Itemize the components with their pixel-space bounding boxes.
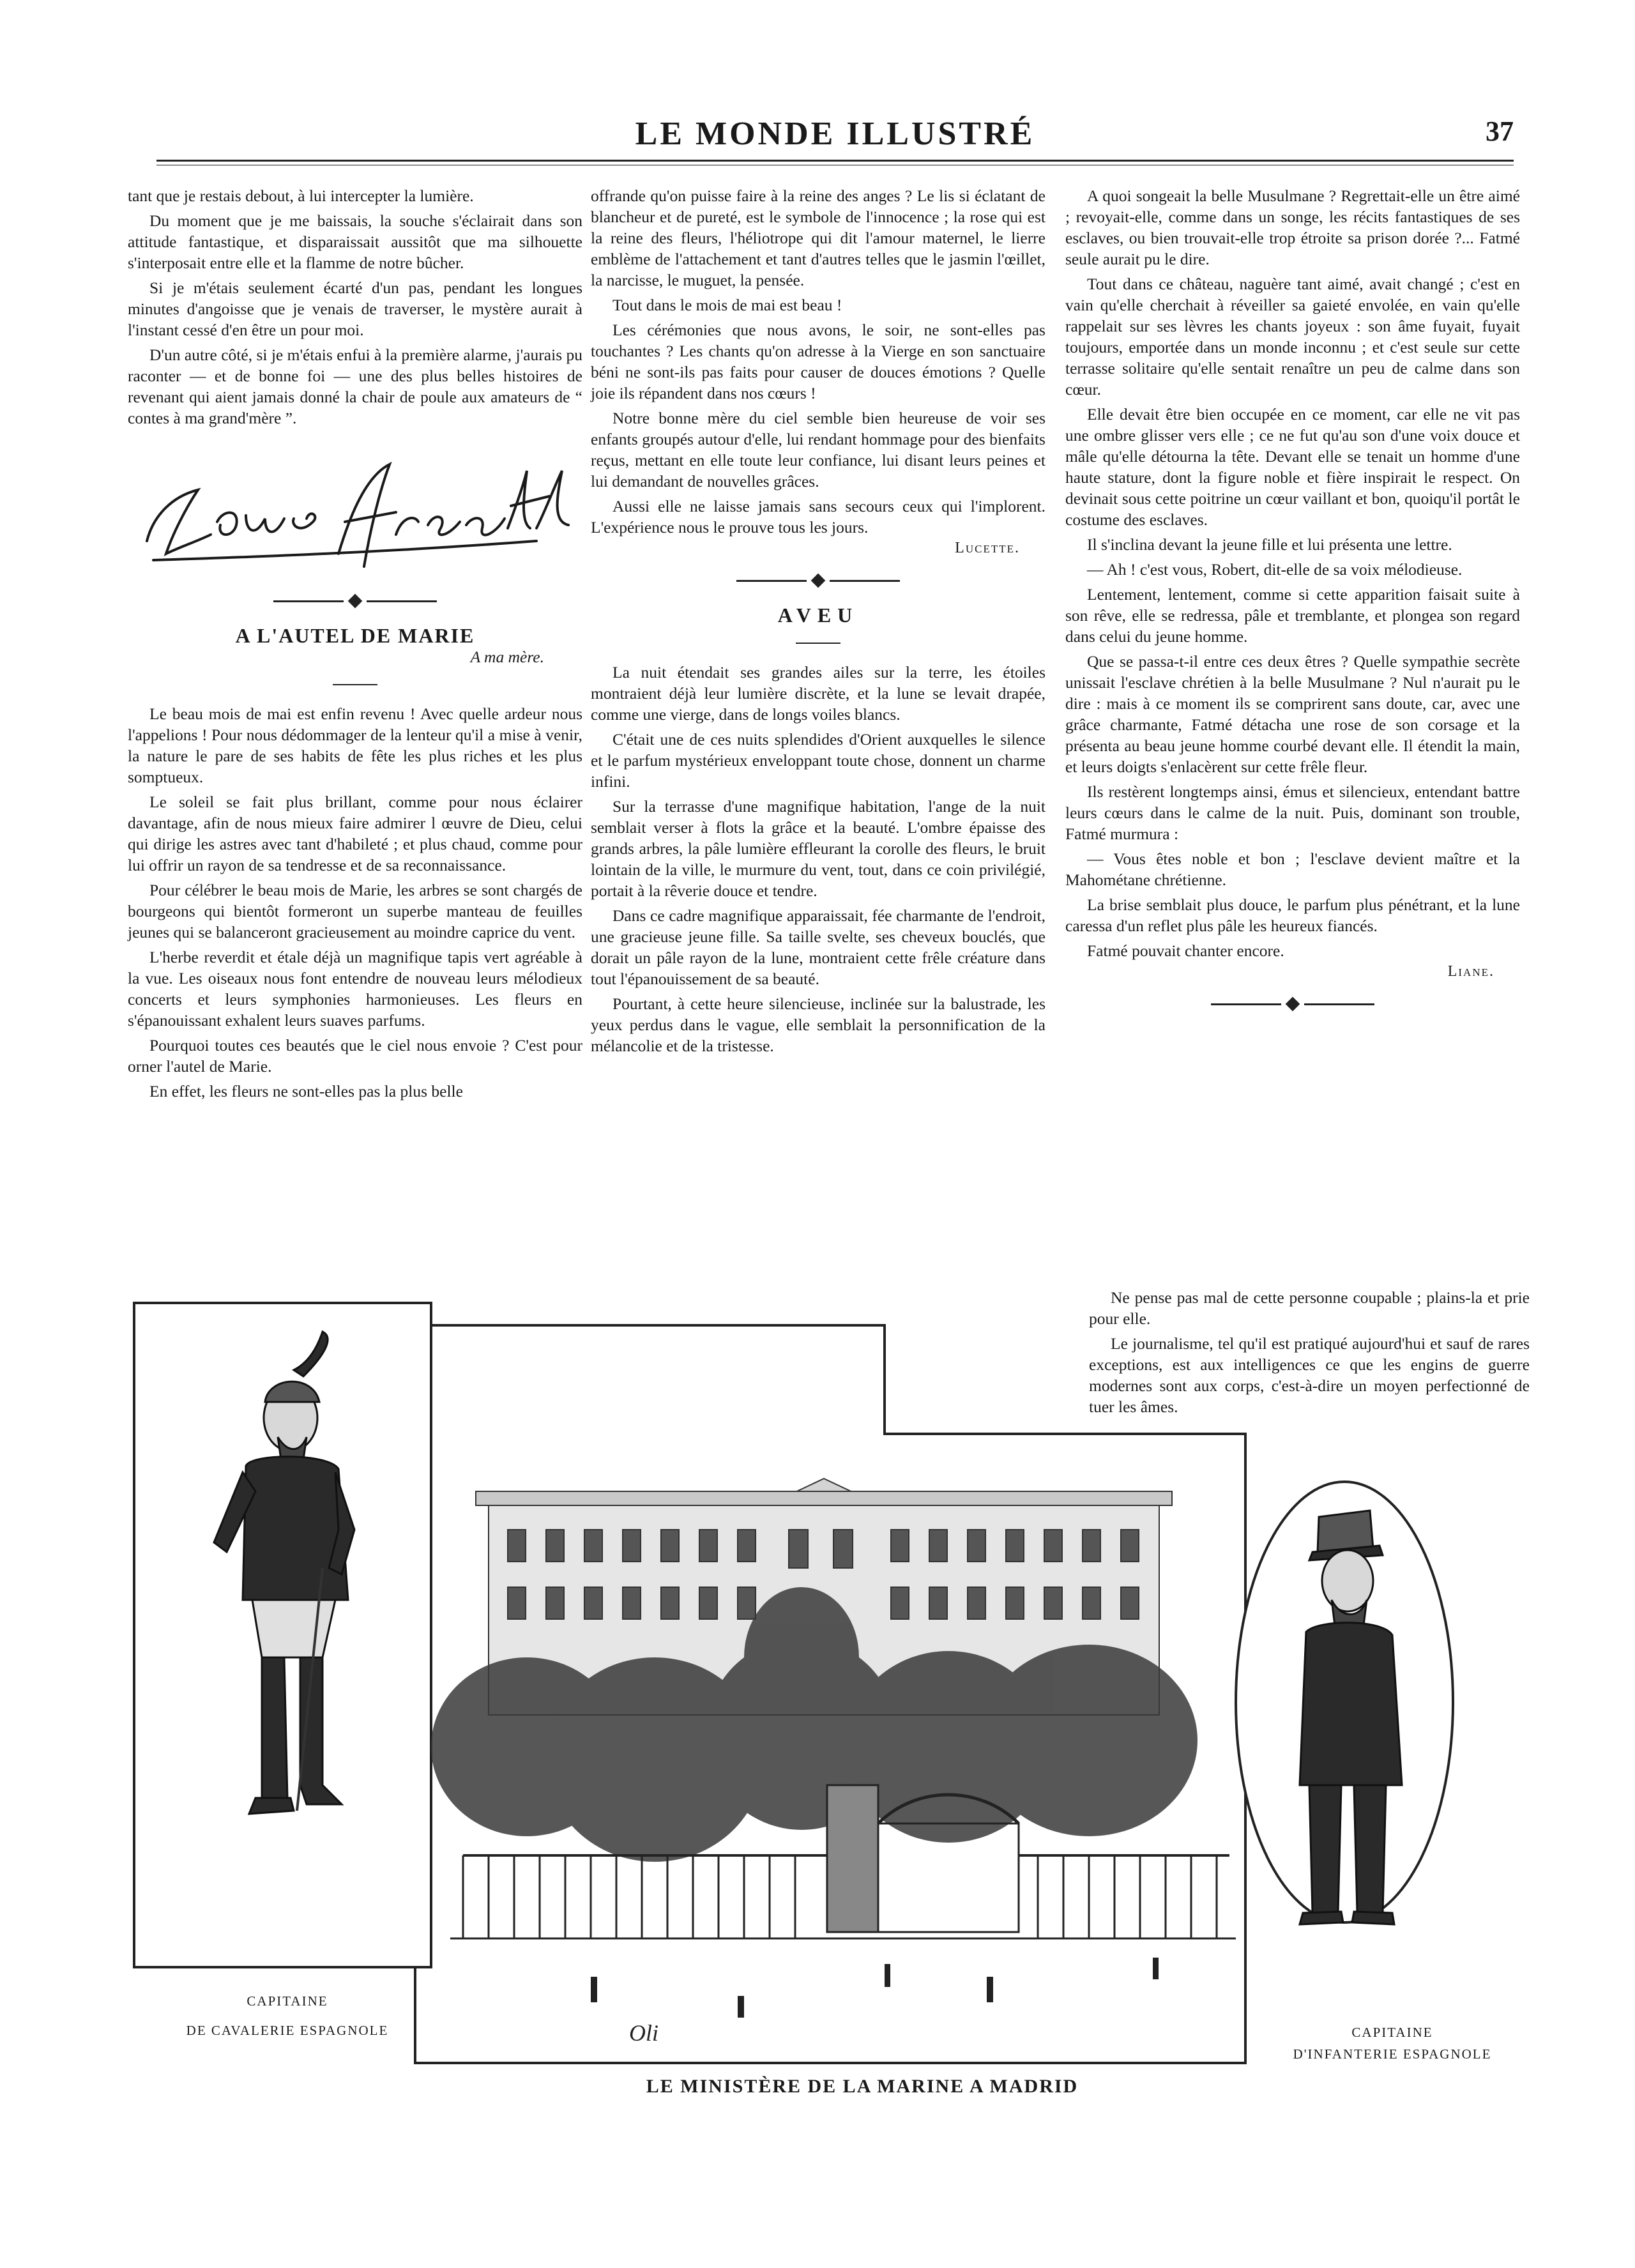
- publication-title: LE MONDE ILLUSTRÉ: [635, 116, 1035, 152]
- article-heading: AVEU: [777, 604, 859, 627]
- column-1: [128, 185, 582, 1102]
- paragraph: La nuit étendait ses grandes ailes sur la terre, les étoiles montraient déjà leur lumière discrète, et la lune se levait drapée, comme une vierge, dans de longs voiles blancs.: [591, 663, 1046, 724]
- paragraph: Elle devait être bien occupée en ce moment, car elle ne vit pas une ombre glisser vers elle ; ce ne fut qu'au son d'une voix douce et mâle qu'elle détourna la tête. Devant elle se tenait un homme d'une haute stature, dont la figure noble et fière inspirait le respect. On devinait sous cette poitrine un cœur vaillant et bon, quoiqu'il portât le costume des esclaves.: [1065, 405, 1520, 529]
- paragraph: Du moment que je me baissais, la souche s'éclairait dans son attitude fantastique, et disparaissait aussitôt que ma silhouette s'interposait entre elle et la flamme de notre bûcher.: [128, 211, 582, 272]
- paragraph: La brise semblait plus douce, le parfum plus pénétrant, et la lune caressa d'un reflet plus pâle les heureux fiancés.: [1065, 895, 1520, 935]
- infantry-caption-line1: CAPITAINE: [1351, 2025, 1433, 2040]
- paragraph: Aussi elle ne laisse jamais sans secours ceux qui l'implorent. L'expérience nous le prouve tous les jours.: [591, 497, 1046, 537]
- heading-rule: [333, 684, 377, 685]
- cavalry-caption: [153, 1986, 422, 2045]
- paragraph: Tout dans le mois de mai est beau !: [612, 296, 842, 314]
- paragraph: Le beau mois de mai est enfin revenu ! Avec quelle ardeur nous l'appelions ! Pour nous dédommager de la lenteur qu'il a mise à venir, la nature le pare de ses habits de fête les plus riches et les plus somptueux.: [128, 704, 582, 786]
- paragraph: tant que je restais debout, à lui intercepter la lumière.: [128, 186, 474, 205]
- artist-mark: Oli: [629, 2020, 659, 2046]
- section-ornament: [591, 568, 1046, 593]
- paragraph: Le journalisme, tel qu'il est pratiqué aujourd'hui et sauf de rares exceptions, est aux intelligences ce que les engins de guerre modernes sont aux corps, c'est-à-dire un moyen perfectionné de tuer les âmes.: [1089, 1334, 1530, 1416]
- paragraph: D'un autre côté, si je m'étais enfui à la première alarme, j'aurais pu raconter — et de bonne foi — une des plus belles histoires de revenant qui aient jamais donné la chair de poule aux amateurs de “ contes à ma grand'mère ”.: [128, 346, 582, 427]
- cavalry-caption-line1: CAPITAINE: [247, 1993, 328, 2009]
- paragraph: A quoi songeait la belle Musulmane ? Regrettait-elle un être aimé ; revoyait-elle, comme dans un songe, les récits fantastiques de ses esclaves, ou bien trouvait-elle trop étroite sa prison dorée ?... Fatmé seule aurait pu le dire.: [1065, 186, 1520, 268]
- section-ornament: [1065, 991, 1520, 1017]
- paragraph: C'était une de ces nuits splendides d'Orient auxquelles le silence et le parfum mystérieux enveloppant toute chose, donnent un charme infini.: [591, 730, 1046, 791]
- paragraph: — Ah ! c'est vous, Robert, dit-elle de sa voix mélodieuse.: [1087, 560, 1463, 579]
- section-ornament: [128, 588, 582, 614]
- paragraph: Ils restèrent longtemps ainsi, émus et silencieux, entendant battre leurs cœurs dans le calme de la nuit. Puis, dominant son trouble, Fatmé murmura :: [1065, 782, 1520, 843]
- paragraph: — Vous êtes noble et bon ; l'esclave devient maître et la Mahométane chrétienne.: [1065, 849, 1520, 889]
- cavalry-caption-line2: DE CAVALERIE ESPAGNOLE: [186, 2023, 389, 2038]
- paragraph: Sur la terrasse d'une magnifique habitation, l'ange de la nuit semblait verser à flots la grâce et la beauté. L'ombre épaisse des grands arbres, la pâle lumière effleurant la corolle des fleurs, le bruit lointain de la ville, le murmure du vent, tout, dans ce coin privilégié, portait à la rêverie douce et tendre.: [591, 797, 1046, 900]
- column-2: [591, 185, 1046, 1056]
- page-number: 37: [1486, 116, 1514, 147]
- paragraph: Pourtant, à cette heure silencieuse, inclinée sur la balustrade, les yeux perdus dans le vague, elle semblait la personnification de la mélancolie et de la tristesse.: [591, 994, 1046, 1055]
- paragraph: Lentement, lentement, comme si cette apparition faisait suite à son rêve, elle se redressa, pâle et tremblante, et plongea son regard dans celui du jeune homme.: [1065, 585, 1520, 646]
- paragraph: Il s'inclina devant la jeune fille et lui présenta une lettre.: [1087, 535, 1452, 554]
- infantry-caption: [1258, 2021, 1526, 2065]
- column-3: [1065, 185, 1520, 1028]
- main-illustration-caption: LE MINISTÈRE DE LA MARINE A MADRID: [646, 2076, 1079, 2097]
- cavalry-officer-figure: [214, 1332, 354, 1814]
- paragraph: Si je m'étais seulement écarté d'un pas, pendant les longues minutes d'angoisse que je venais de traverser, le mystère aurait à l'instant cessé d'en être un pour moi.: [128, 278, 582, 339]
- paragraph: Les cérémonies que nous avons, le soir, ne sont-elles pas touchantes ? Les chants qu'on adresse à la Vierge en son sanctuaire béni ne sont-ils pas faits pour causer de douces émotions ? Quelle joie ils répandent dans nos cœurs !: [591, 321, 1046, 402]
- handwritten-signature: [128, 445, 582, 579]
- paragraph: Le soleil se fait plus brillant, comme pour nous éclairer davantage, afin de nous mieux faire admirer l œuvre de Dieu, celui qui dirige les astres avec tant d'habileté ; et plus chaud, comme pour lui offrir un rayon de sa tendresse et de sa reconnaissance.: [128, 793, 582, 874]
- masthead: [156, 115, 1514, 166]
- paragraph: En effet, les fleurs ne sont-elles pas la plus belle: [149, 1082, 463, 1100]
- paragraph: Fatmé pouvait chanter encore.: [1087, 941, 1284, 960]
- signature-drawing: [128, 445, 582, 579]
- paragraph: Dans ce cadre magnifique apparaissait, fée charmante de l'endroit, une gracieuse jeune fille. Sa taille svelte, ses cheveux bouclés, que dorait un pâle rayon de la lune, montraient cette frêle créature dans tout l'épanouissement de sa beauté.: [591, 906, 1046, 988]
- author-signature: Liane.: [1447, 963, 1494, 980]
- paragraph: Pourquoi toutes ces beautés que le ciel nous envoie ? C'est pour orner l'autel de Marie.: [128, 1036, 582, 1076]
- paragraph: offrande qu'on puisse faire à la reine des anges ? Le lis si éclatant de blancheur et de pureté, est le symbole de l'innocence ; la rose qui est la reine des fleurs, l'héliotrope qui dit l'amour maternel, le lierre emblème de l'attachement et tant d'autres telles que le jasmin l'œillet, la narcisse, le muguet, la pensée.: [591, 186, 1046, 289]
- header-rule-top: [156, 160, 1514, 162]
- article-heading: A L'AUTEL DE MARIE: [235, 624, 475, 647]
- paragraph: Ne pense pas mal de cette personne coupable ; plains-la et prie pour elle.: [1089, 1288, 1530, 1328]
- author-signature: Lucette.: [955, 540, 1020, 556]
- paragraph: Notre bonne mère du ciel semble bien heureuse de voir ses enfants groupés autour d'elle, lui rendant hommage pour des bienfaits reçus, mettant en elle toute leur confiance, lui disant leurs peines et lui demandant de nouvelles grâces.: [591, 409, 1046, 491]
- paragraph: Que se passa-t-il entre ces deux êtres ? Quelle sympathie secrète unissait l'esclave chrétien à la belle Musulmane ? Nul n'aurait pu le dire : mais à ce moment ils se comprirent sans doute, car, avec une grâce charmante, Fatmé détacha une rose de son corsage et la présenta au beau jeune homme courbé devant elle. Il étendit la main, et leurs doigts s'enlacèrent sur cette frêle fleur.: [1065, 652, 1520, 776]
- heading-rule: [796, 643, 840, 644]
- article-dedication: A ma mère.: [470, 648, 544, 666]
- paragraph: L'herbe reverdit et étale déjà un magnifique tapis vert agréable à la vue. Les oiseaux nous font entendre de nouveau leurs mélodieux concerts et leurs symphonies harmonieuses. Les fleurs en s'épanouissant exhalent leurs suaves parfums.: [128, 948, 582, 1030]
- engraving-illustration: [131, 1300, 1459, 2066]
- engraving-drawing: [131, 1300, 1459, 2066]
- paragraph: Pour célébrer le beau mois de Marie, les arbres se sont chargés de bourgeons qui bientôt formeront un superbe manteau de feuilles jeunes qui se balanceront gracieusement au moindre caprice du vent.: [128, 881, 582, 941]
- paragraph: Tout dans ce château, naguère tant aimé, avait changé ; c'est en vain qu'elle cherchait à réveiller sa gaieté envolée, en vain qu'elle rappelait sur ses lèvres les chants joyeux : son âme fuyait, fuyait toujours, emportée dans un monde inconnu ; et c'est seule sur cette terrasse solitaire qu'elle sentait renaître un peu de calme dans son cœur.: [1065, 275, 1520, 399]
- infantry-caption-line2: D'INFANTERIE ESPAGNOLE: [1293, 2046, 1492, 2062]
- street-figures: [591, 1958, 1159, 2018]
